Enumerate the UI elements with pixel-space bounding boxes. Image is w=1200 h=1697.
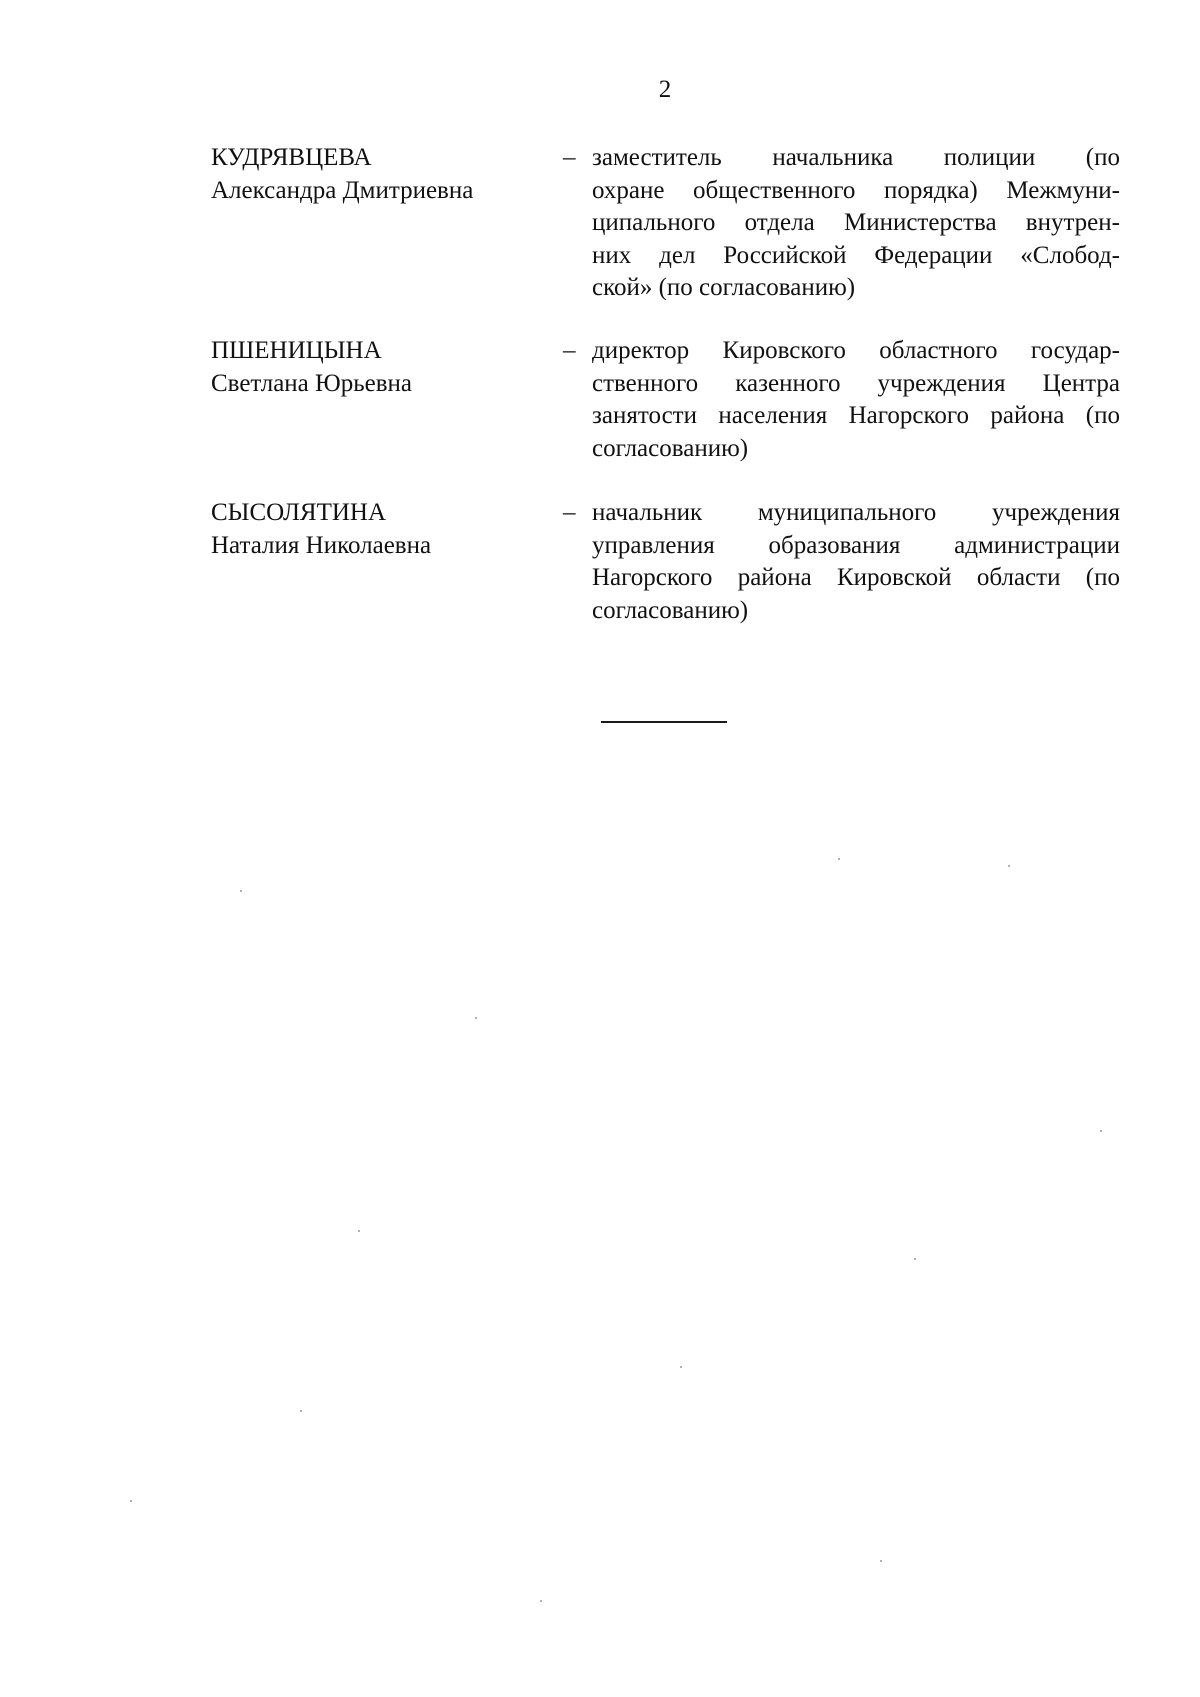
position-line: согласованию) <box>592 596 749 624</box>
dash-separator: – <box>563 337 576 364</box>
position-line: директор Кировского областного государ- <box>592 337 1120 364</box>
member-name <box>211 335 551 400</box>
position-line: управления образования администрации <box>592 531 1120 559</box>
position-line: заместитель начальника полиции (по <box>592 144 1120 171</box>
member-position <box>592 335 1120 465</box>
position-line: согласованию) <box>592 434 749 462</box>
member-name <box>211 497 551 562</box>
position-line: них дел Российской Федерации «Слобод- <box>592 241 1120 269</box>
position-line: занятости населения Нагорского района (по <box>592 402 1120 429</box>
member-surname: СЫСОЛЯТИНА <box>211 499 387 526</box>
page-number: 2 <box>658 76 672 103</box>
position-line: ской» (по согласованию) <box>592 274 856 301</box>
member-given-names: Александра Дмитриевна <box>211 176 474 204</box>
end-of-list-rule <box>601 721 727 723</box>
position-line: ственного казенного учреждения Центра <box>592 369 1120 397</box>
position-line: начальник муниципального учреждения <box>592 499 1120 526</box>
member-given-names: Наталия Николаевна <box>211 531 432 559</box>
member-surname: КУДРЯВЦЕВА <box>211 144 372 171</box>
position-line: Нагорского района Кировской области (по <box>592 564 1120 591</box>
member-surname: ПШЕНИЦЫНА <box>211 337 382 364</box>
dash-separator: – <box>563 144 576 171</box>
position-line: ципального отдела Министерства внутрен- <box>592 209 1120 236</box>
member-name <box>211 142 551 207</box>
member-given-names: Светлана Юрьевна <box>211 369 413 397</box>
member-position <box>592 142 1120 305</box>
dash-separator: – <box>563 499 576 526</box>
member-position <box>592 497 1120 627</box>
position-line: охране общественного порядка) Межмуни- <box>592 176 1120 204</box>
